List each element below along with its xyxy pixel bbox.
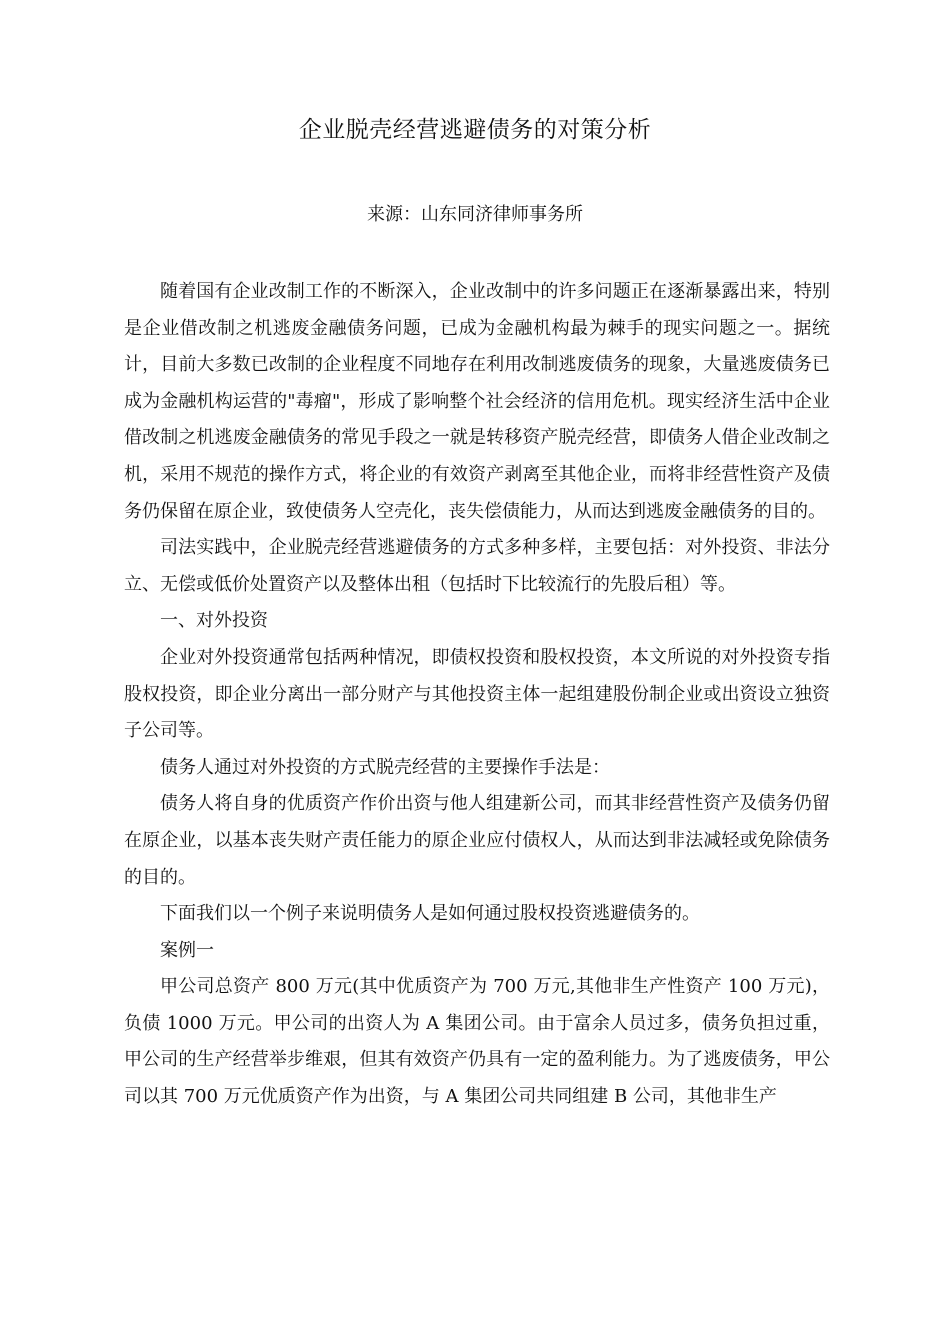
case-heading: 案例一 bbox=[160, 939, 214, 961]
paragraph: 司法实践中，企业脱壳经营逃避债务的方式多种多样，主要包括：对外投资、非法分立、无偿或低价处置资产以及整体出租（包括时下比较流行的先股后租）等。 bbox=[124, 537, 830, 595]
paragraph: 债务人将自身的优质资产作价出资与他人组建新公司，而其非经营性资产及债务仍留在原企业，以基本丧失财产责任能力的原企业应付债权人，从而达到非法减轻或免除债务的目的。 bbox=[124, 793, 830, 888]
paragraph: 债务人通过对外投资的方式脱壳经营的主要操作手法是： bbox=[160, 756, 610, 778]
paragraph: 企业对外投资通常包括两种情况，即债权投资和股权投资，本文所说的对外投资专指股权投资，即企业分离出一部分财产与其他投资主体一起组建股份制企业或出资设立独资子公司等。 bbox=[124, 646, 830, 742]
paragraph: 甲公司总资产 800 万元(其中优质资产为 700 万元,其他非生产性资产 100 万元)，负债 1000 万元。甲公司的出资人为 A 集团公司。由于富余人员过多，债务负担过重，甲公司的生产经营举步维艰，但其有效资产仍具有一定的盈利能力。为了逃废债务，甲公司以其 700 万元优质资产作为出资，与 A 集团公司共同组建 B 公司，其他非生产 bbox=[124, 976, 830, 1108]
paragraph: 下面我们以一个例子来说明债务人是如何通过股权投资逃避债务的。 bbox=[160, 903, 700, 925]
document-title: 企业脱壳经营逃避债务的对策分析 bbox=[298, 117, 652, 143]
section-heading: 一、对外投资 bbox=[160, 610, 268, 632]
paragraph: 随着国有企业改制工作的不断深入，企业改制中的许多问题正在逐渐暴露出来，特别是企业借改制之机逃废金融债务问题，已成为金融机构最为棘手的现实问题之一。据统计，目前大多数已改制的企业程度不同地存在利用改制逃废债务的现象，大量逃废债务已成为金融机构运营的"毒瘤"，形成了影响整个社会经济的信用危机。现实经济生活中企业借改制之机逃废金融债务的常见手段之一就是转移资产脱壳经营，即债务人借企业改制之机，采用不规范的操作方式，将企业的有效资产剥离至其他企业，而将非经营性资产及债务仍保留在原企业，致使债务人空壳化，丧失偿债能力，从而达到逃废金融债务的目的。 bbox=[124, 281, 830, 522]
document-body bbox=[124, 274, 830, 1116]
document-source: 来源：山东同济律师事务所 bbox=[367, 204, 583, 225]
